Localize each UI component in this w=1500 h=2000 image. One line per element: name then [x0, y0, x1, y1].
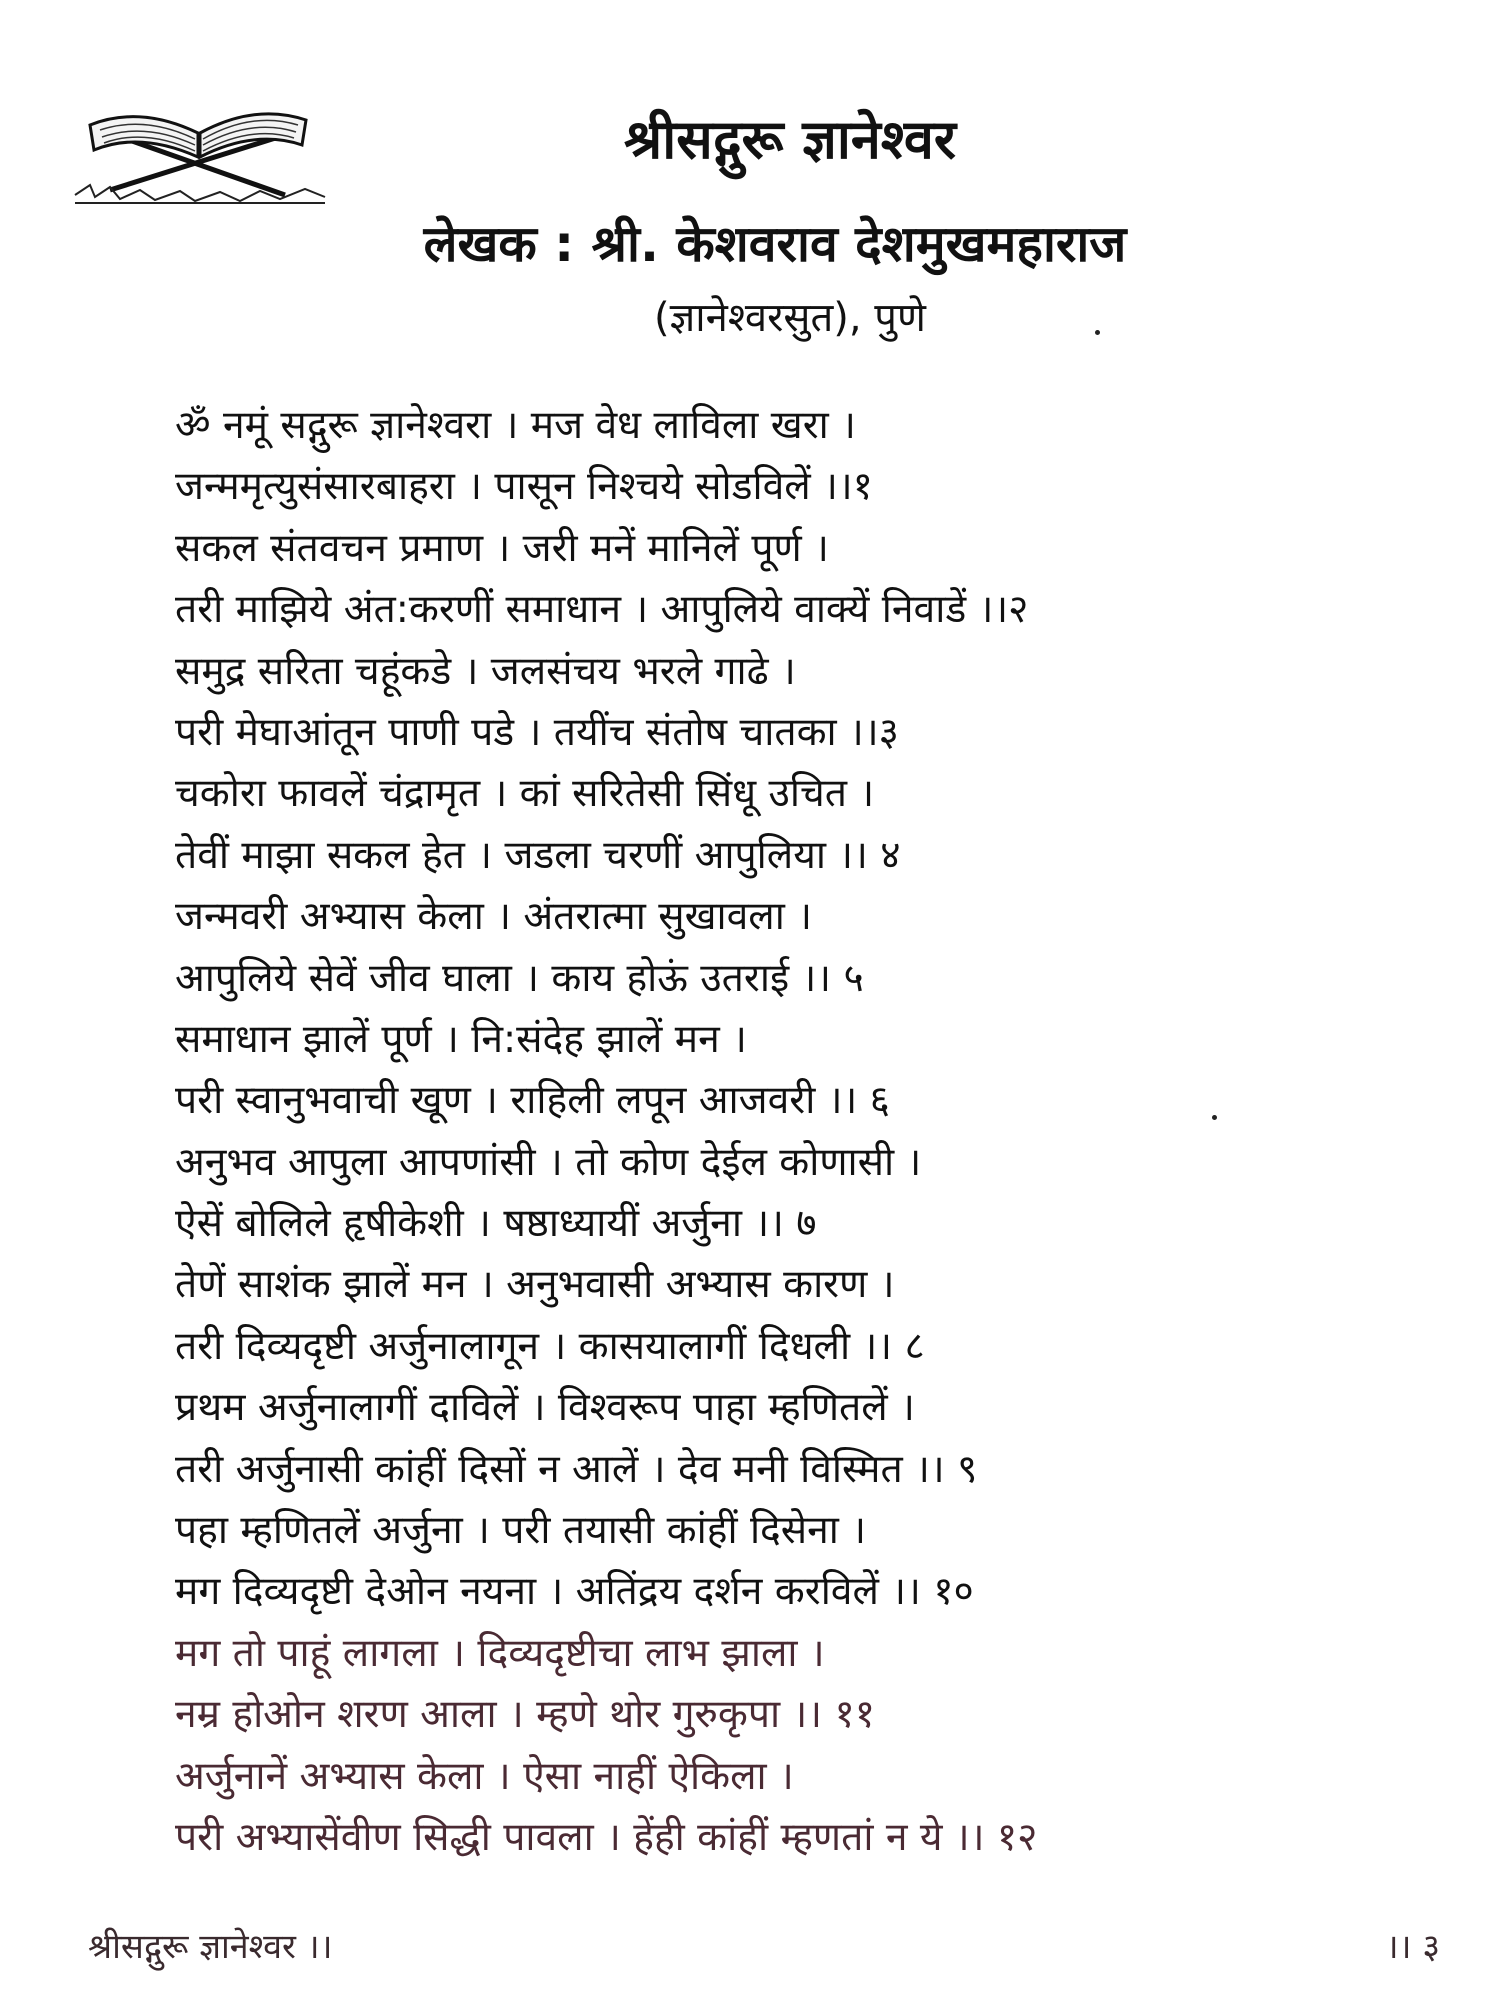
verse-line: प्रथम अर्जुनालागीं दाविलें । विश्वरूप पाहा म्हणितलें । — [175, 1385, 915, 1431]
verse-line: जन्मवरी अभ्यास केला । अंतरात्मा सुखावला । — [175, 894, 812, 940]
author-line: लेखक : श्री. केशवराव देशमुखमहाराज — [423, 215, 1127, 273]
verse-line: समाधान झालें पूर्ण । नि:संदेह झालें मन । — [175, 1016, 747, 1062]
page-title: श्रीसद्गुरू ज्ञानेश्वर — [624, 108, 956, 171]
page-number: ।। ३ — [1385, 1927, 1440, 1967]
verse-line: आपुलिये सेवें जीव घाला । काय होऊं उतराई ।। ५ — [175, 955, 864, 1001]
scan-speck — [1095, 330, 1100, 335]
verse-line: समुद्र सरिता चहूंकडे । जलसंचय भरले गाढे । — [175, 648, 796, 694]
verse-line: तेणें साशंक झालें मन । अनुभवासी अभ्यास कारण । — [175, 1262, 895, 1308]
verse-line: सकल संतवचन प्रमाण । जरी मनें मानिलें पूर्ण । — [175, 525, 829, 571]
verse-line: परी स्वानुभवाची खूण । राहिली लपून आजवरी ।। ६ — [175, 1078, 890, 1124]
open-book-icon — [70, 95, 330, 210]
verse-list — [175, 395, 1375, 1868]
verse-line: जन्ममृत्युसंसारबाहरा । पासून निश्चये सोडविलें ।।१ — [175, 464, 873, 510]
verse-line: परी मेघाआंतून पाणी पडे । तयींच संतोष चातका ।।३ — [175, 709, 899, 755]
verse-line: मग दिव्यदृष्टी देओन नयना । अतिंद्रय दर्शन करविलें ।। १० — [175, 1569, 974, 1615]
verse-line: अर्जुनानें अभ्यास केला । ऐसा नाहीं ऐकिला । — [175, 1753, 794, 1799]
verse-line: पहा म्हणितलें अर्जुना । परी तयासी कांहीं दिसेना । — [175, 1508, 867, 1554]
verse-line: अनुभव आपुला आपणांसी । तो कोण देईल कोणासी । — [175, 1139, 922, 1185]
verse-line: नम्र होओन शरण आला । म्हणे थोर गुरुकृपा ।। ११ — [175, 1692, 876, 1738]
verse-line: चकोरा फावलें चंद्रामृत । कां सरितेसी सिंधू उचित । — [175, 771, 875, 817]
author-subtitle: (ज्ञानेश्वरसुत), पुणे — [654, 295, 926, 341]
verse-line: तरी माझिये अंत:करणीं समाधान । आपुलिये वाक्यें निवाडें ।।२ — [175, 587, 1029, 633]
verse-line: तरी अर्जुनासी कांहीं दिसों न आलें । देव मनी विस्मित ।। ९ — [175, 1446, 978, 1492]
scan-speck — [1212, 1115, 1217, 1120]
running-footer: श्रीसद्गुरू ज्ञानेश्वर ।। — [88, 1927, 333, 1967]
verse-line: तरी दिव्यदृष्टी अर्जुनालागून । कासयालागीं दिधली ।। ८ — [175, 1323, 925, 1369]
verse-line: परी अभ्यासेंवीण सिद्धी पावला । हेंही कांहीं म्हणतां न ये ।। १२ — [175, 1814, 1038, 1860]
verse-line: ऐसें बोलिले हृषीकेशी । षष्ठाध्यायीं अर्जुना ।। ७ — [175, 1201, 817, 1247]
verse-line: तेवीं माझा सकल हेत । जडला चरणीं आपुलिया ।। ४ — [175, 832, 901, 878]
verse-line: ॐ नमूं सद्गुरू ज्ञानेश्वरा । मज वेध लाविला खरा । — [175, 403, 856, 448]
verse-line: मग तो पाहूं लागला । दिव्यदृष्टीचा लाभ झाला । — [175, 1630, 825, 1676]
